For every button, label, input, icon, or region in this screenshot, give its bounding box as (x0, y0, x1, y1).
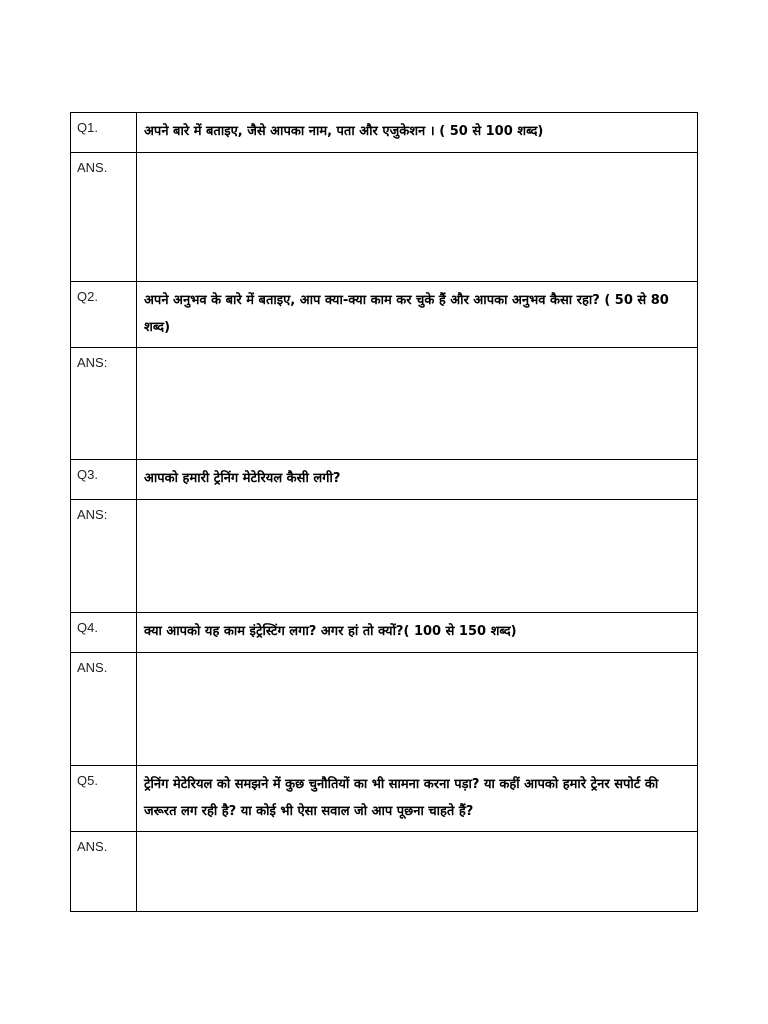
questionnaire-table (70, 112, 698, 912)
answer-label: ANS: (77, 507, 108, 522)
question-label: Q5. (77, 773, 98, 788)
question-text: आपको हमारी ट्रेनिंग मेटेरियल कैसी लगी? (144, 471, 341, 486)
answer-label: ANS. (77, 160, 108, 175)
question-row-2 (71, 282, 698, 348)
question-label-cell (71, 766, 137, 832)
answer-field[interactable] (137, 500, 698, 613)
question-text-cell (137, 282, 698, 348)
question-text-cell (137, 766, 698, 832)
question-label-cell (71, 460, 137, 500)
question-label: Q3. (77, 467, 98, 482)
question-text-cell (137, 613, 698, 653)
answer-label-cell (71, 348, 137, 460)
answer-field[interactable] (137, 832, 698, 912)
answer-row-4 (71, 653, 698, 766)
question-row-3 (71, 460, 698, 500)
question-label: Q1. (77, 120, 98, 135)
answer-row-5 (71, 832, 698, 912)
answer-row-2 (71, 348, 698, 460)
answer-label: ANS. (77, 660, 108, 675)
answer-field[interactable] (137, 153, 698, 282)
question-text: अपने अनुभव के बारे में बताइए, आप क्या-क्या काम कर चुके हैं और आपका अनुभव कैसा रहा? ( 50 से 80 शब्द) (144, 293, 669, 335)
question-label: Q2. (77, 289, 98, 304)
answer-label: ANS: (77, 355, 108, 370)
question-text: क्या आपको यह काम इंट्रेस्टिंग लगा? अगर हां तो क्यों?( 100 से 150 शब्द) (144, 624, 517, 639)
question-text-cell (137, 460, 698, 500)
answer-row-1 (71, 153, 698, 282)
question-row-5 (71, 766, 698, 832)
question-text: अपने बारे में बताइए, जैसे आपका नाम, पता और एजुकेशन । ( 50 से 100 शब्द) (144, 124, 544, 139)
answer-row-3 (71, 500, 698, 613)
question-row-1 (71, 113, 698, 153)
answer-label-cell (71, 832, 137, 912)
question-label-cell (71, 113, 137, 153)
question-text-cell (137, 113, 698, 153)
answer-field[interactable] (137, 653, 698, 766)
answer-field[interactable] (137, 348, 698, 460)
answer-label-cell (71, 500, 137, 613)
question-text: ट्रेनिंग मेटेरियल को समझने में कुछ चुनौतियों का भी सामना करना पड़ा? या कहीं आपको हमारे ट्रेनर सपोर्ट की जरूरत लग रही है? या कोई भी ऐसा सवाल जो आप पूछना चाहते हैं? (144, 777, 659, 819)
answer-label: ANS. (77, 839, 108, 854)
question-row-4 (71, 613, 698, 653)
answer-label-cell (71, 153, 137, 282)
question-label: Q4. (77, 620, 98, 635)
question-label-cell (71, 282, 137, 348)
question-label-cell (71, 613, 137, 653)
answer-label-cell (71, 653, 137, 766)
